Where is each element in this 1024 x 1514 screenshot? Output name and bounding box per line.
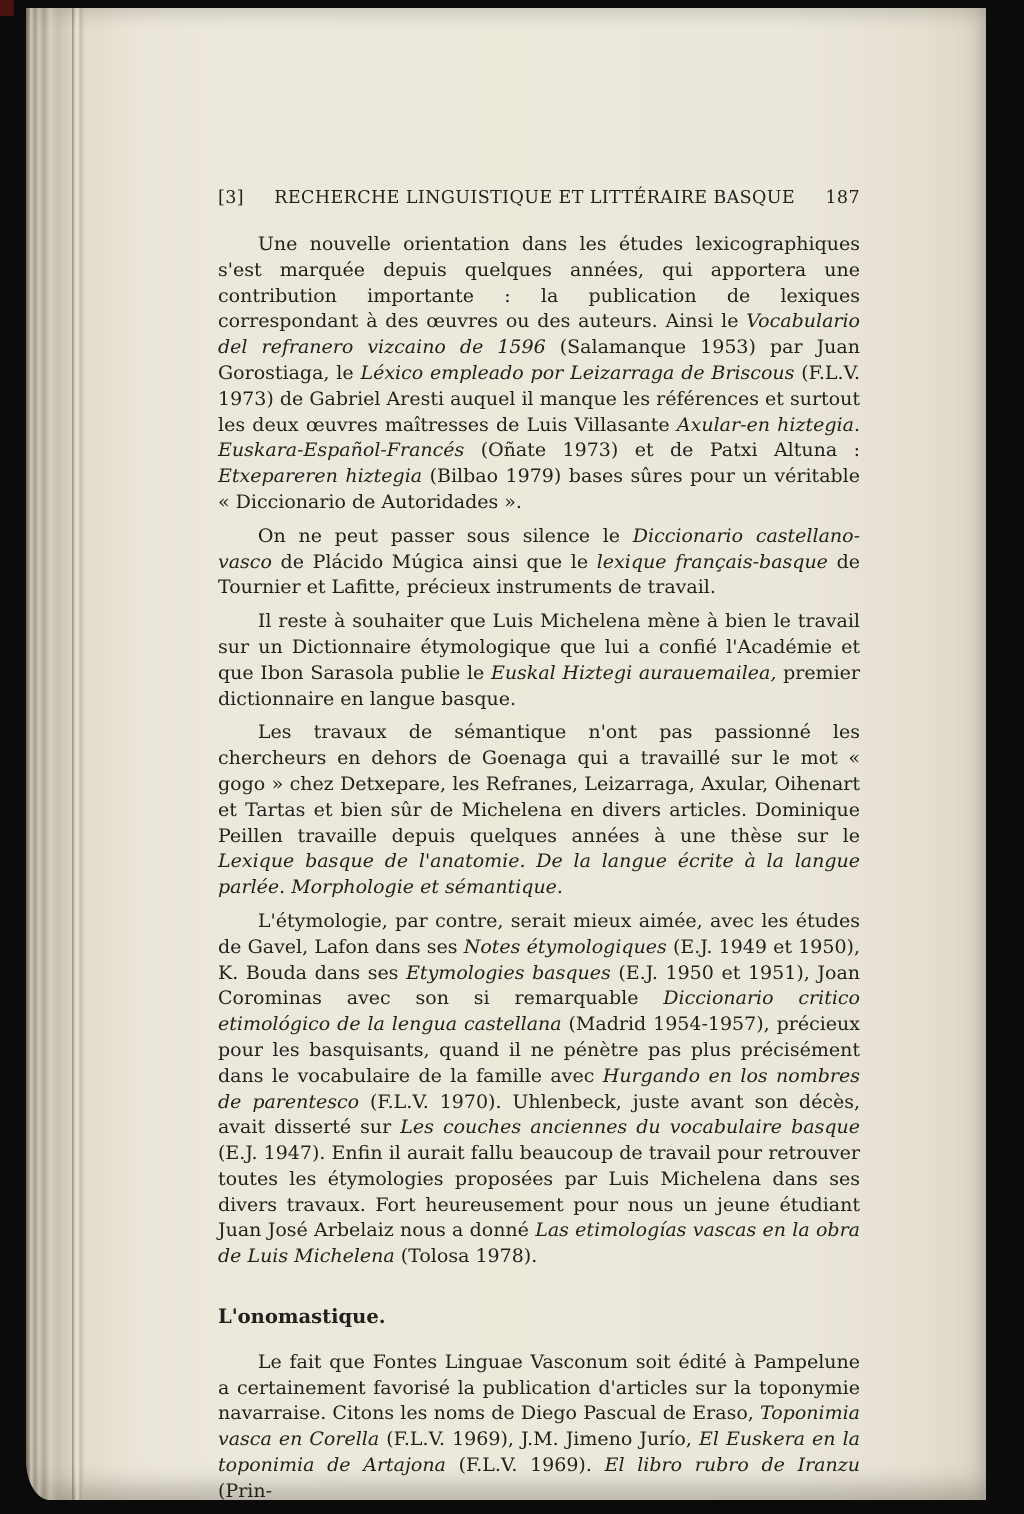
italic-text-run: Léxico empleado por Leizarraga de Briscous [360, 361, 795, 384]
italic-text-run: Etxepareren hiztegia [218, 465, 423, 488]
paragraph [218, 909, 860, 1270]
running-header [218, 188, 860, 208]
paragraph [218, 1350, 860, 1505]
text-run: (F.L.V. 1969). [445, 1454, 605, 1477]
text-run: Il reste à souhaiter que Luis Michelena mène à bien le travail sur un Dictionnaire étymologique que lui a confié l'Académie et que Ibon Sarasola publie le [218, 610, 860, 684]
text-run: (E.J. 1947). Enfin il aurait fallu beaucoup de travail pour retrouver toutes les étymologies proposées par Luis Michelena dans ses divers travaux. Fort heureusement pour nous un jeune étudiant Juan José Arbelaiz nous a donné [218, 1142, 860, 1242]
text-run: de Plácido Múgica ainsi que le [271, 550, 597, 573]
text-run: (Salamanque 1953) par Juan Gorostiaga, le [218, 336, 860, 384]
italic-text-run: Euskal Hiztegi aurauemailea, [490, 661, 777, 684]
text-run: Les travaux de sémantique n'ont pas passionné les chercheurs en dehors de Goenaga qui a travaillé sur le mot « gogo » chez Detxepare, les Refranes, Leizarraga, Axular, Oihenart et Tartas et bien sûr de Michelena en divers articles. Dominique Peillen travaille depuis quelques années à une thèse sur le [218, 721, 860, 847]
paragraph [218, 609, 860, 712]
text-run: (Prin- [218, 1479, 273, 1502]
italic-text-run: Las etimologías vascas en la obra de Luis Michelena [218, 1219, 860, 1268]
italic-text-run: Diccionario castellano-vasco [218, 524, 860, 573]
text-run: (Tolosa 1978). [394, 1245, 538, 1268]
book-page [26, 8, 986, 1500]
italic-text-run: Notes étymologiques [463, 935, 667, 958]
italic-text-run: El libro rubro de Iranzu [604, 1454, 860, 1477]
italic-text-run: Les couches anciennes du vocabulaire basque [400, 1116, 860, 1139]
text-run: (E.J. 1949 et 1950), K. Bouda dans ses [218, 935, 860, 984]
italic-text-run: Vocabulario del refranero vizcaino de 1596 [218, 310, 860, 359]
text-run: (Bilbao 1979) bases sûres pour un véritable « Diccionario de Autoridades ». [218, 465, 861, 513]
text-run: (F.L.V. 1969), J.M. Jimeno Jurío, [379, 1428, 699, 1451]
section-marker: [3] [218, 188, 244, 208]
italic-text-run: Lexique basque de l'anatomie. De la langue écrite à la langue parlée. Morphologie et sémantique. [218, 850, 860, 899]
text-column [218, 8, 860, 1513]
body-text [218, 232, 860, 1505]
section-heading: L'onomastique. [218, 1305, 386, 1329]
paragraph [218, 232, 860, 516]
paragraph [218, 524, 860, 601]
italic-text-run: Axular-en hiztegia. Euskara-Español-Francés [218, 413, 860, 462]
page-number: 187 [825, 188, 860, 208]
text-run: L'étymologie, par contre, serait mieux aimée, avec les études de Gavel, Lafon dans ses [218, 909, 860, 958]
paragraph [218, 720, 860, 901]
book-binding-edges [26, 8, 84, 1500]
text-run: (E.J. 1950 et 1951), Joan Corominas avec son si remarquable [218, 961, 861, 1010]
text-run: (F.L.V. 1970). Uhlenbeck, juste avant son décès, avait disserté sur [218, 1090, 860, 1139]
text-run: (F.L.V. 1973) de Gabriel Aresti auquel il manque les références et surtout les deux œuvres maîtresses de Luis Villasante [218, 361, 861, 436]
italic-text-run: Toponimia vasca en Corella [218, 1402, 860, 1451]
running-title: RECHERCHE LINGUISTIQUE ET LITTÉRAIRE BASQUE [274, 188, 796, 208]
text-run: de Tournier et Lafitte, précieux instruments de travail. [218, 550, 860, 599]
italic-text-run: Hurgando en los nombres de parentesco [218, 1064, 860, 1113]
text-run: premier dictionnaire en langue basque. [218, 661, 860, 710]
text-run: (Oñate 1973) et de Patxi Altuna : [464, 439, 860, 462]
text-run: (Madrid 1954-1957), précieux pour les basquisants, quand il ne pénètre pas plus précisément dans le vocabulaire de la famille avec [218, 1013, 860, 1087]
italic-text-run: Diccionario critico etimológico de la lengua castellana [218, 987, 860, 1036]
italic-text-run: lexique français-basque [596, 550, 828, 573]
scan-corner-artifact [0, 0, 14, 16]
text-run: Le fait que Fontes Linguae Vasconum soit édité à Pampelune a certainement favorisé la publication d'articles sur la toponymie navarraise. Citons les noms de Diego Pascual de Eraso, [218, 1350, 860, 1425]
text-run: On ne peut passer sous silence le [257, 524, 633, 547]
italic-text-run: El Euskera en la toponimia de Artajona [218, 1428, 861, 1477]
italic-text-run: Etymologies basques [406, 961, 611, 984]
text-run: Une nouvelle orientation dans les études lexicographiques s'est marquée depuis quelques années, qui apportera une contribution importante : la publication de lexiques correspondant à des œuvres ou des auteurs. Ainsi le [218, 233, 860, 333]
